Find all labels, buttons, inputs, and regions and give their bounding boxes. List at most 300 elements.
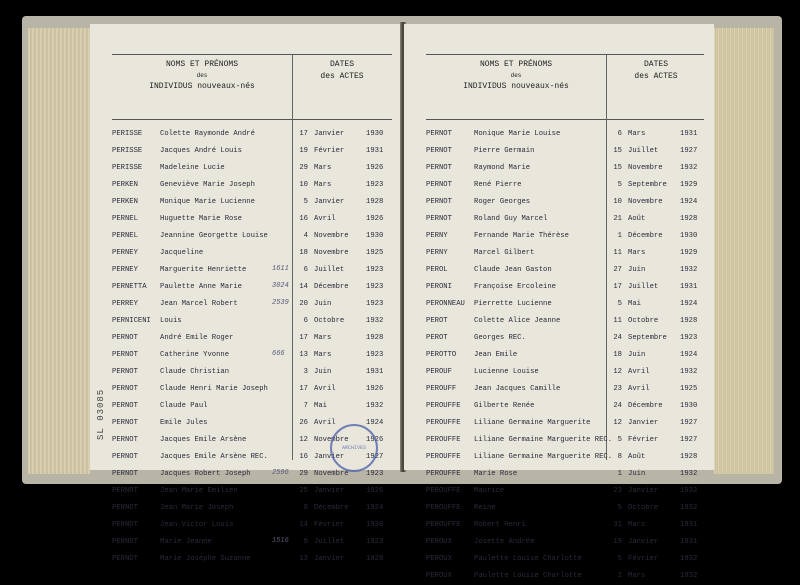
act-year: 1930 bbox=[680, 402, 698, 410]
act-year: 1931 bbox=[680, 538, 698, 546]
act-year: 1932 bbox=[366, 317, 384, 325]
surname: PEROUFFE bbox=[426, 504, 461, 512]
act-year: 1932 bbox=[680, 487, 698, 495]
margin-note: 2539 bbox=[272, 299, 289, 307]
act-day: 5 bbox=[303, 198, 308, 206]
act-month: Juin bbox=[628, 470, 646, 478]
given-names: Roger Georges bbox=[474, 198, 531, 206]
act-year: 1923 bbox=[366, 181, 384, 189]
surname: PERNOT bbox=[112, 436, 138, 444]
surname: PERNOT bbox=[426, 164, 452, 172]
act-day: 23 bbox=[613, 385, 622, 393]
act-year: 1929 bbox=[680, 249, 698, 257]
act-year: 1924 bbox=[680, 300, 698, 308]
register-row bbox=[426, 245, 704, 262]
act-day: 11 bbox=[613, 317, 622, 325]
act-month: Janvier bbox=[314, 198, 345, 206]
act-day: 16 bbox=[299, 215, 308, 223]
given-names: Jean Jacques Camille bbox=[474, 385, 561, 393]
surname: PERNY bbox=[426, 232, 448, 240]
surname: PERNOT bbox=[112, 538, 138, 546]
act-month: Février bbox=[628, 436, 659, 444]
register-row bbox=[112, 177, 392, 194]
act-day: 12 bbox=[299, 436, 308, 444]
act-year: 1923 bbox=[366, 470, 384, 478]
register-row bbox=[112, 534, 392, 551]
act-day: 29 bbox=[299, 470, 308, 478]
register-row bbox=[112, 347, 392, 364]
act-year: 1925 bbox=[366, 249, 384, 257]
act-month: Octobre bbox=[628, 317, 659, 325]
register-row bbox=[112, 228, 392, 245]
act-day: 18 bbox=[613, 351, 622, 359]
act-month: Juin bbox=[314, 368, 332, 376]
register-row bbox=[426, 415, 704, 432]
surname: PEROT bbox=[426, 334, 448, 342]
act-day: 2 bbox=[617, 572, 622, 580]
given-names: René Pierre bbox=[474, 181, 522, 189]
act-month: Octobre bbox=[314, 317, 345, 325]
given-names: André Emile Roger bbox=[160, 334, 234, 342]
act-month: Mars bbox=[628, 572, 646, 580]
given-names: Raymond Marie bbox=[474, 164, 531, 172]
act-day: 25 bbox=[299, 487, 308, 495]
act-month: Janvier bbox=[314, 555, 345, 563]
act-year: 1926 bbox=[366, 436, 384, 444]
register-row bbox=[426, 211, 704, 228]
act-day: 1 bbox=[617, 232, 622, 240]
given-names: Josette Andrée bbox=[474, 538, 535, 546]
act-month: Décembre bbox=[628, 402, 663, 410]
act-month: Mai bbox=[628, 300, 641, 308]
margin-note: 3024 bbox=[272, 282, 289, 290]
given-names: Jean Emile bbox=[474, 351, 518, 359]
register-row bbox=[426, 330, 704, 347]
act-year: 1932 bbox=[680, 555, 698, 563]
dates-sub: des ACTES bbox=[320, 72, 364, 81]
register-row bbox=[112, 279, 392, 296]
act-month: Mars bbox=[314, 164, 332, 172]
register-row bbox=[112, 126, 392, 143]
act-month: Janvier bbox=[314, 487, 345, 495]
names-title: NOMS ET PRÉNOMS bbox=[479, 60, 552, 69]
act-month: Août bbox=[628, 453, 646, 461]
act-year: 1926 bbox=[366, 164, 384, 172]
given-names: Geneviève Marie Joseph bbox=[160, 181, 255, 189]
surname: PERONI bbox=[426, 283, 452, 291]
act-day: 17 bbox=[299, 385, 308, 393]
surname: PEROUFFE bbox=[426, 436, 461, 444]
register-row bbox=[426, 296, 704, 313]
act-year: 1931 bbox=[366, 368, 384, 376]
act-day: 24 bbox=[613, 334, 622, 342]
register-row bbox=[112, 160, 392, 177]
surname: PERKEN bbox=[112, 181, 138, 189]
surname: PEROUFFE bbox=[426, 470, 461, 478]
dates-title: DATES bbox=[643, 60, 668, 69]
act-year: 1924 bbox=[366, 419, 384, 427]
register-row bbox=[426, 483, 704, 500]
act-month: Septembre bbox=[628, 181, 667, 189]
register-row bbox=[426, 449, 704, 466]
act-day: 5 bbox=[617, 436, 622, 444]
register-row bbox=[426, 500, 704, 517]
margin-note: 2596 bbox=[272, 469, 289, 477]
given-names: Claude Paul bbox=[160, 402, 208, 410]
right-page-edges bbox=[714, 28, 774, 474]
act-month: Janvier bbox=[628, 419, 659, 427]
act-day: 13 bbox=[299, 351, 308, 359]
surname: PEROL bbox=[426, 266, 448, 274]
act-day: 12 bbox=[613, 368, 622, 376]
act-year: 1924 bbox=[366, 504, 384, 512]
surname: PERNOT bbox=[112, 351, 138, 359]
act-month: Janvier bbox=[314, 130, 345, 138]
register-row bbox=[112, 500, 392, 517]
act-year: 1928 bbox=[680, 317, 698, 325]
act-year: 1926 bbox=[366, 215, 384, 223]
act-year: 1923 bbox=[366, 283, 384, 291]
given-names: Jacques Robert Joseph bbox=[160, 470, 251, 478]
register-row bbox=[426, 398, 704, 415]
act-month: Juillet bbox=[314, 266, 345, 274]
given-names: Marguerite Henriette bbox=[160, 266, 247, 274]
surname: PEROUFFE bbox=[426, 487, 461, 495]
given-names: Robert Henri bbox=[474, 521, 526, 529]
act-year: 1927 bbox=[680, 419, 698, 427]
register-row bbox=[426, 262, 704, 279]
surname: PEROUFFE bbox=[426, 419, 461, 427]
given-names: Jacqueline bbox=[160, 249, 204, 257]
surname: PEROUFF bbox=[426, 385, 457, 393]
act-year: 1932 bbox=[366, 402, 384, 410]
register-row bbox=[426, 568, 704, 585]
surname: PERNY bbox=[426, 249, 448, 257]
act-month: Février bbox=[628, 555, 659, 563]
act-month: Novembre bbox=[314, 436, 349, 444]
register-row bbox=[426, 347, 704, 364]
act-year: 1928 bbox=[366, 334, 384, 342]
act-day: 14 bbox=[299, 283, 308, 291]
act-month: Mars bbox=[628, 249, 646, 257]
surname: PERNETTA bbox=[112, 283, 147, 291]
act-day: 19 bbox=[299, 147, 308, 155]
given-names: Jean Marie Joseph bbox=[160, 504, 234, 512]
register-row bbox=[112, 194, 392, 211]
act-month: Novembre bbox=[314, 470, 349, 478]
surname: PERNOT bbox=[112, 453, 138, 461]
given-names: Lucienne Louise bbox=[474, 368, 539, 376]
act-year: 1927 bbox=[680, 147, 698, 155]
given-names: Claude Jean Gaston bbox=[474, 266, 552, 274]
surname: PERNOT bbox=[112, 504, 138, 512]
surname: PEROTTO bbox=[426, 351, 457, 359]
names-sub: INDIVIDUS nouveaux-nés bbox=[149, 82, 255, 91]
given-names: Françoise Ercoleine bbox=[474, 283, 556, 291]
act-month: Mai bbox=[314, 402, 327, 410]
given-names: Claude Henri Marie Joseph bbox=[160, 385, 268, 393]
act-year: 1928 bbox=[366, 198, 384, 206]
act-day: 24 bbox=[613, 402, 622, 410]
act-year: 1932 bbox=[680, 164, 698, 172]
surname: PERNOT bbox=[426, 130, 452, 138]
archive-stamp: ARCHIVES bbox=[330, 424, 378, 472]
given-names: Paulette Louise Charlotte bbox=[474, 572, 582, 580]
act-year: 1931 bbox=[680, 130, 698, 138]
act-year: 1929 bbox=[680, 181, 698, 189]
surname: PERKEN bbox=[112, 198, 138, 206]
act-month: Juin bbox=[628, 266, 646, 274]
names-des: des bbox=[196, 72, 208, 79]
dates-title: DATES bbox=[329, 60, 354, 69]
surname: PERONNEAU bbox=[426, 300, 465, 308]
act-day: 31 bbox=[613, 521, 622, 529]
register-row bbox=[426, 126, 704, 143]
surname: PERISSE bbox=[112, 147, 143, 155]
surname: PERNOT bbox=[112, 385, 138, 393]
surname: PERNOT bbox=[112, 419, 138, 427]
act-day: 8 bbox=[303, 504, 308, 512]
surname: PERNOT bbox=[112, 402, 138, 410]
surname: PEROUFFE bbox=[426, 453, 461, 461]
right-page bbox=[404, 24, 714, 580]
act-month: Juin bbox=[314, 300, 332, 308]
act-day: 17 bbox=[299, 130, 308, 138]
act-year: 1930 bbox=[366, 521, 384, 529]
register-row bbox=[112, 262, 392, 279]
given-names: Monique Marie Louise bbox=[474, 130, 561, 138]
act-month: Septembre bbox=[628, 334, 667, 342]
act-month: Novembre bbox=[628, 198, 663, 206]
surname: PERNOT bbox=[426, 147, 452, 155]
surname: PERNEL bbox=[112, 232, 138, 240]
given-names: Pierrette Lucienne bbox=[474, 300, 552, 308]
given-names: Gilberte Renée bbox=[474, 402, 535, 410]
act-month: Avril bbox=[314, 215, 336, 223]
right-table-header bbox=[426, 54, 704, 120]
given-names: Colette Raymonde André bbox=[160, 130, 255, 138]
act-month: Mars bbox=[314, 334, 332, 342]
given-names: Jacques Emile Arsène REC. bbox=[160, 453, 268, 461]
left-page bbox=[90, 24, 402, 563]
surname: PERNOT bbox=[112, 334, 138, 342]
act-year: 1931 bbox=[680, 521, 698, 529]
right-register-table bbox=[426, 54, 704, 580]
given-names: Marie Jeanne bbox=[160, 538, 212, 546]
act-year: 1932 bbox=[680, 266, 698, 274]
register-row bbox=[112, 381, 392, 398]
act-month: Avril bbox=[628, 368, 650, 376]
act-year: 1930 bbox=[366, 232, 384, 240]
act-day: 18 bbox=[299, 249, 308, 257]
act-day: 26 bbox=[299, 419, 308, 427]
left-table-header bbox=[112, 54, 392, 120]
act-day: 12 bbox=[613, 419, 622, 427]
act-day: 5 bbox=[617, 504, 622, 512]
act-day: 4 bbox=[303, 232, 308, 240]
surname: PERNEY bbox=[112, 249, 138, 257]
act-month: Juillet bbox=[628, 283, 659, 291]
register-row bbox=[426, 143, 704, 160]
surname: PERNOT bbox=[426, 181, 452, 189]
act-month: Avril bbox=[314, 419, 336, 427]
surname: PEROUX bbox=[426, 572, 452, 580]
register-row bbox=[426, 381, 704, 398]
act-day: 5 bbox=[617, 300, 622, 308]
register-row bbox=[112, 245, 392, 262]
surname: PERNEL bbox=[112, 215, 138, 223]
act-year: 1932 bbox=[680, 470, 698, 478]
act-day: 5 bbox=[617, 555, 622, 563]
given-names: Madeleine Lucie bbox=[160, 164, 225, 172]
act-day: 15 bbox=[613, 164, 622, 172]
given-names: Louis bbox=[160, 317, 182, 325]
margin-note: 666 bbox=[272, 350, 285, 358]
act-month: Mars bbox=[628, 521, 646, 529]
act-day: 14 bbox=[299, 521, 308, 529]
register-row bbox=[426, 194, 704, 211]
register-row bbox=[112, 211, 392, 228]
register-row bbox=[426, 534, 704, 551]
act-month: Mars bbox=[314, 181, 332, 189]
act-day: 17 bbox=[299, 334, 308, 342]
surname: PERNOT bbox=[112, 521, 138, 529]
act-day: 9 bbox=[303, 538, 308, 546]
given-names: Catherine Yvonne bbox=[160, 351, 230, 359]
act-month: Juin bbox=[628, 351, 646, 359]
act-year: 1932 bbox=[680, 504, 698, 512]
given-names: Marie Joséphe Suzanne bbox=[160, 555, 251, 563]
right-rows bbox=[426, 126, 704, 585]
names-des: des bbox=[510, 72, 522, 79]
act-day: 6 bbox=[617, 130, 622, 138]
act-year: 1931 bbox=[680, 283, 698, 291]
left-rows bbox=[112, 126, 392, 568]
act-day: 3 bbox=[303, 368, 308, 376]
register-row bbox=[426, 279, 704, 296]
act-year: 1923 bbox=[366, 351, 384, 359]
register-row bbox=[426, 466, 704, 483]
surname: PERNEY bbox=[112, 266, 138, 274]
surname: PERNOT bbox=[112, 555, 138, 563]
register-row bbox=[112, 143, 392, 160]
surname: PEROT bbox=[426, 317, 448, 325]
register-row bbox=[426, 177, 704, 194]
act-day: 19 bbox=[613, 538, 622, 546]
names-title: NOMS ET PRÉNOMS bbox=[165, 60, 238, 69]
surname: PEROUX bbox=[426, 555, 452, 563]
given-names: Roland Guy Marcel bbox=[474, 215, 548, 223]
register-row bbox=[112, 364, 392, 381]
act-year: 1926 bbox=[366, 487, 384, 495]
register-row bbox=[426, 432, 704, 449]
register-row bbox=[112, 551, 392, 568]
act-month: Novembre bbox=[314, 249, 349, 257]
register-row bbox=[112, 330, 392, 347]
surname: PEROUFFE bbox=[426, 521, 461, 529]
act-month: Novembre bbox=[314, 232, 349, 240]
given-names: Monique Marie Lucienne bbox=[160, 198, 255, 206]
surname: PERREY bbox=[112, 300, 138, 308]
register-row bbox=[112, 398, 392, 415]
register-row bbox=[112, 483, 392, 500]
act-year: 1930 bbox=[366, 130, 384, 138]
register-row bbox=[426, 160, 704, 177]
act-day: 15 bbox=[613, 147, 622, 155]
act-year: 1924 bbox=[680, 198, 698, 206]
surname: PERISSE bbox=[112, 164, 143, 172]
given-names: Liliane Germaine Marguerite REC. bbox=[474, 453, 613, 461]
act-day: 21 bbox=[613, 215, 622, 223]
act-month: Décembre bbox=[314, 504, 349, 512]
act-year: 1930 bbox=[680, 232, 698, 240]
register-row bbox=[426, 228, 704, 245]
act-day: 6 bbox=[303, 317, 308, 325]
act-month: Avril bbox=[314, 385, 336, 393]
register-row bbox=[112, 313, 392, 330]
register-row bbox=[426, 313, 704, 330]
given-names: Colette Alice Jeanne bbox=[474, 317, 561, 325]
side-code: SL 03085 bbox=[96, 388, 106, 440]
act-day: 23 bbox=[613, 487, 622, 495]
act-day: 27 bbox=[613, 266, 622, 274]
act-month: Janvier bbox=[628, 487, 659, 495]
given-names: Pierre Germain bbox=[474, 147, 535, 155]
act-year: 1931 bbox=[366, 147, 384, 155]
act-month: Février bbox=[314, 147, 345, 155]
given-names: Jean Victor Louis bbox=[160, 521, 234, 529]
act-day: 13 bbox=[299, 555, 308, 563]
register-row bbox=[112, 517, 392, 534]
given-names: Fernande Marie Thérèse bbox=[474, 232, 569, 240]
act-year: 1927 bbox=[366, 453, 384, 461]
given-names: Huguette Marie Rose bbox=[160, 215, 242, 223]
act-day: 11 bbox=[613, 249, 622, 257]
register-row bbox=[112, 296, 392, 313]
act-month: Juillet bbox=[314, 538, 345, 546]
act-month: Mars bbox=[314, 351, 332, 359]
act-year: 1932 bbox=[680, 368, 698, 376]
margin-note: 1611 bbox=[272, 265, 289, 273]
act-day: 10 bbox=[613, 198, 622, 206]
given-names: Marcel Gilbert bbox=[474, 249, 535, 257]
given-names: Jean Marie Emilien bbox=[160, 487, 238, 495]
given-names: Jean Marcel Robert bbox=[160, 300, 238, 308]
given-names: Liliane Germaine Marguerite REC. bbox=[474, 436, 613, 444]
act-year: 1923 bbox=[366, 266, 384, 274]
act-month: Décembre bbox=[314, 283, 349, 291]
act-day: 1 bbox=[617, 470, 622, 478]
act-month: Février bbox=[314, 521, 345, 529]
register-row bbox=[426, 517, 704, 534]
surname: PEROUX bbox=[426, 538, 452, 546]
act-year: 1923 bbox=[680, 334, 698, 342]
act-day: 17 bbox=[613, 283, 622, 291]
act-month: Août bbox=[628, 215, 646, 223]
act-month: Novembre bbox=[628, 164, 663, 172]
act-year: 1927 bbox=[680, 436, 698, 444]
given-names: Reine bbox=[474, 504, 496, 512]
act-month: Décembre bbox=[628, 232, 663, 240]
act-year: 1928 bbox=[366, 555, 384, 563]
act-day: 20 bbox=[299, 300, 308, 308]
act-day: 10 bbox=[299, 181, 308, 189]
given-names: Paulette Louise Charlotte bbox=[474, 555, 582, 563]
act-month: Avril bbox=[628, 385, 650, 393]
given-names: Maurice bbox=[474, 487, 505, 495]
left-names-heading bbox=[112, 59, 292, 92]
right-names-heading bbox=[426, 59, 606, 92]
